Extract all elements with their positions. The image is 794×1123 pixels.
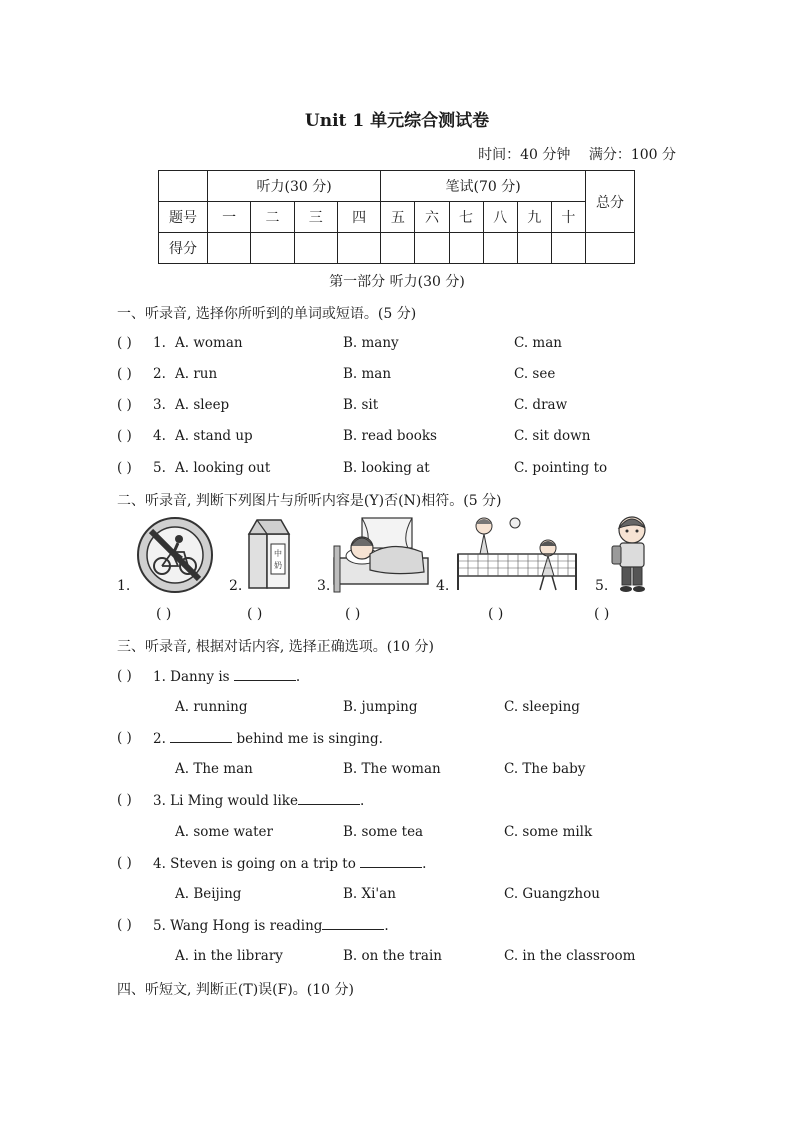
option-a: A. looking out <box>175 460 271 476</box>
option-a: A. woman <box>175 335 243 351</box>
option-b: B. read books <box>343 428 437 444</box>
exam-title: Unit 1 单元综合测试卷 <box>304 111 490 131</box>
question-row <box>117 792 677 812</box>
option-c: C. The baby <box>504 761 586 777</box>
option-b: B. many <box>343 335 399 351</box>
milk-label-char: 中 <box>274 549 282 558</box>
question-text <box>153 668 300 685</box>
score-table <box>158 170 635 264</box>
qnum-cell: 一 <box>208 202 251 233</box>
option-a: A. The man <box>175 761 253 777</box>
score-row-label: 得分 <box>159 233 208 264</box>
answer-paren[interactable]: ( ) <box>117 730 132 746</box>
option-b: B. looking at <box>343 460 430 476</box>
question-stem-end: . <box>295 669 301 685</box>
answer-paren[interactable]: ( ) <box>117 428 132 444</box>
option-c: C. pointing to <box>514 460 608 476</box>
answer-paren[interactable]: ( ) <box>117 397 132 413</box>
answer-paren[interactable]: ( ) <box>117 460 132 476</box>
question-stem-end: . <box>422 856 427 872</box>
option-row <box>117 886 677 906</box>
score-cell[interactable] <box>483 233 517 264</box>
picture-number: 1. <box>117 578 131 594</box>
answer-paren[interactable]: ( ) <box>156 606 172 622</box>
score-cell[interactable] <box>551 233 585 264</box>
answer-paren[interactable]: ( ) <box>117 855 132 871</box>
answer-paren[interactable]: ( ) <box>117 335 132 351</box>
answer-paren[interactable]: ( ) <box>488 606 504 622</box>
picture-number: 4. <box>436 578 450 594</box>
qnum-cell: 八 <box>483 202 517 233</box>
option-a: A. sleep <box>175 397 230 413</box>
score-cell[interactable] <box>208 233 251 264</box>
qnum-cell: 九 <box>517 202 551 233</box>
question-number: 2. <box>153 366 166 382</box>
question-row <box>117 366 677 386</box>
qnum-cell: 四 <box>337 202 380 233</box>
answer-blank[interactable] <box>170 730 232 743</box>
score-cell[interactable] <box>251 233 294 264</box>
section2-heading: 二、听录音, 判断下列图片与所听内容是(Y)否(N)相符。(5 分) <box>117 493 502 509</box>
option-a: A. stand up <box>175 428 253 444</box>
qnum-cell: 六 <box>415 202 449 233</box>
question-stem: 5. Wang Hong is reading <box>153 918 323 934</box>
question-stem-end: behind me is singing. <box>232 731 383 747</box>
qnum-cell: 七 <box>449 202 483 233</box>
time-label: 时间：40 分钟 <box>478 147 571 163</box>
section3-heading: 三、听录音, 根据对话内容, 选择正确选项。(10 分) <box>117 639 434 655</box>
milk-label-char: 奶 <box>274 561 282 570</box>
option-c: C. some milk <box>504 824 593 840</box>
part-one-title: 第一部分 听力(30 分) <box>329 274 465 290</box>
sleeping-child-picture <box>332 516 430 594</box>
listening-header: 听力(30 分) <box>208 171 381 202</box>
option-b: B. man <box>343 366 392 382</box>
question-number-label: 题号 <box>159 202 208 233</box>
option-b: B. sit <box>343 397 379 413</box>
option-b: B. The woman <box>343 761 441 777</box>
option-b: B. Xi'an <box>343 886 396 902</box>
picture-number: 3. <box>317 578 331 594</box>
picture-number: 5. <box>595 578 609 594</box>
option-c: C. man <box>514 335 562 351</box>
option-row <box>117 699 677 719</box>
question-number: 1. <box>153 335 166 351</box>
score-cell[interactable] <box>449 233 483 264</box>
total-score-cell[interactable] <box>586 233 635 264</box>
question-row <box>117 460 677 480</box>
boy-walking-picture <box>606 514 658 596</box>
option-row <box>117 824 677 844</box>
question-row <box>117 397 677 417</box>
question-stem: 2. <box>153 731 171 747</box>
answer-paren[interactable]: ( ) <box>117 668 132 684</box>
question-stem: 4. Steven is going on a trip to <box>153 856 361 872</box>
question-text <box>153 792 364 809</box>
option-b: B. some tea <box>343 824 424 840</box>
option-b: B. jumping <box>343 699 418 715</box>
option-a: A. running <box>175 699 248 715</box>
answer-blank[interactable] <box>360 855 422 868</box>
writing-header: 笔试(70 分) <box>381 171 586 202</box>
picture-number: 2. <box>229 578 243 594</box>
question-text <box>153 730 383 747</box>
question-row <box>117 855 677 875</box>
question-stem: 3. Li Ming would like <box>153 793 298 809</box>
section1-heading: 一、听录音, 选择你所听到的单词或短语。(5 分) <box>117 306 417 322</box>
question-row <box>117 335 677 355</box>
option-c: C. draw <box>514 397 568 413</box>
option-a: A. some water <box>175 824 273 840</box>
option-c: C. sit down <box>514 428 591 444</box>
question-stem-end: . <box>359 793 365 809</box>
answer-blank[interactable] <box>322 917 384 930</box>
option-row <box>117 761 677 781</box>
score-cell[interactable] <box>517 233 551 264</box>
question-row <box>117 917 677 937</box>
answer-paren[interactable]: ( ) <box>117 917 132 933</box>
question-text <box>153 855 426 872</box>
blank-cell <box>159 171 208 202</box>
question-text <box>153 917 389 934</box>
option-c: C. see <box>514 366 556 382</box>
option-row <box>117 948 677 968</box>
question-stem-end: . <box>384 918 389 934</box>
answer-paren[interactable]: ( ) <box>117 366 132 382</box>
option-c: C. in the classroom <box>504 948 636 964</box>
score-cell[interactable] <box>294 233 337 264</box>
question-number: 4. <box>153 428 166 444</box>
option-b: B. on the train <box>343 948 442 964</box>
question-stem: 1. Danny is <box>153 669 234 685</box>
option-c: C. sleeping <box>504 699 580 715</box>
time-score-line <box>478 144 676 164</box>
score-cell[interactable] <box>381 233 415 264</box>
answer-paren[interactable]: ( ) <box>594 606 610 622</box>
question-row <box>117 428 677 448</box>
option-a: A. in the library <box>175 948 283 964</box>
qnum-cell: 二 <box>251 202 294 233</box>
section4-heading: 四、听短文, 判断正(T)误(F)。(10 分) <box>117 982 354 998</box>
answer-blank[interactable] <box>234 668 296 681</box>
option-a: A. Beijing <box>175 886 242 902</box>
qnum-cell: 十 <box>551 202 585 233</box>
qnum-cell: 五 <box>381 202 415 233</box>
option-a: A. run <box>175 366 218 382</box>
answer-blank[interactable] <box>298 792 360 805</box>
no-cycling-sign-picture <box>134 514 216 596</box>
question-number: 3. <box>153 397 166 413</box>
option-c: C. Guangzhou <box>504 886 600 902</box>
total-label: 总分 <box>586 171 635 233</box>
badminton-net-picture <box>454 514 580 592</box>
question-number: 5. <box>153 460 166 476</box>
score-cell[interactable] <box>415 233 449 264</box>
milk-carton-picture <box>243 516 293 590</box>
full-score-label: 满分：100 分 <box>588 147 676 163</box>
question-row <box>117 730 677 750</box>
answer-paren[interactable]: ( ) <box>345 606 361 622</box>
score-cell[interactable] <box>337 233 380 264</box>
answer-paren[interactable]: ( ) <box>117 792 132 808</box>
answer-paren[interactable]: ( ) <box>247 606 263 622</box>
question-row <box>117 668 677 688</box>
qnum-cell: 三 <box>294 202 337 233</box>
